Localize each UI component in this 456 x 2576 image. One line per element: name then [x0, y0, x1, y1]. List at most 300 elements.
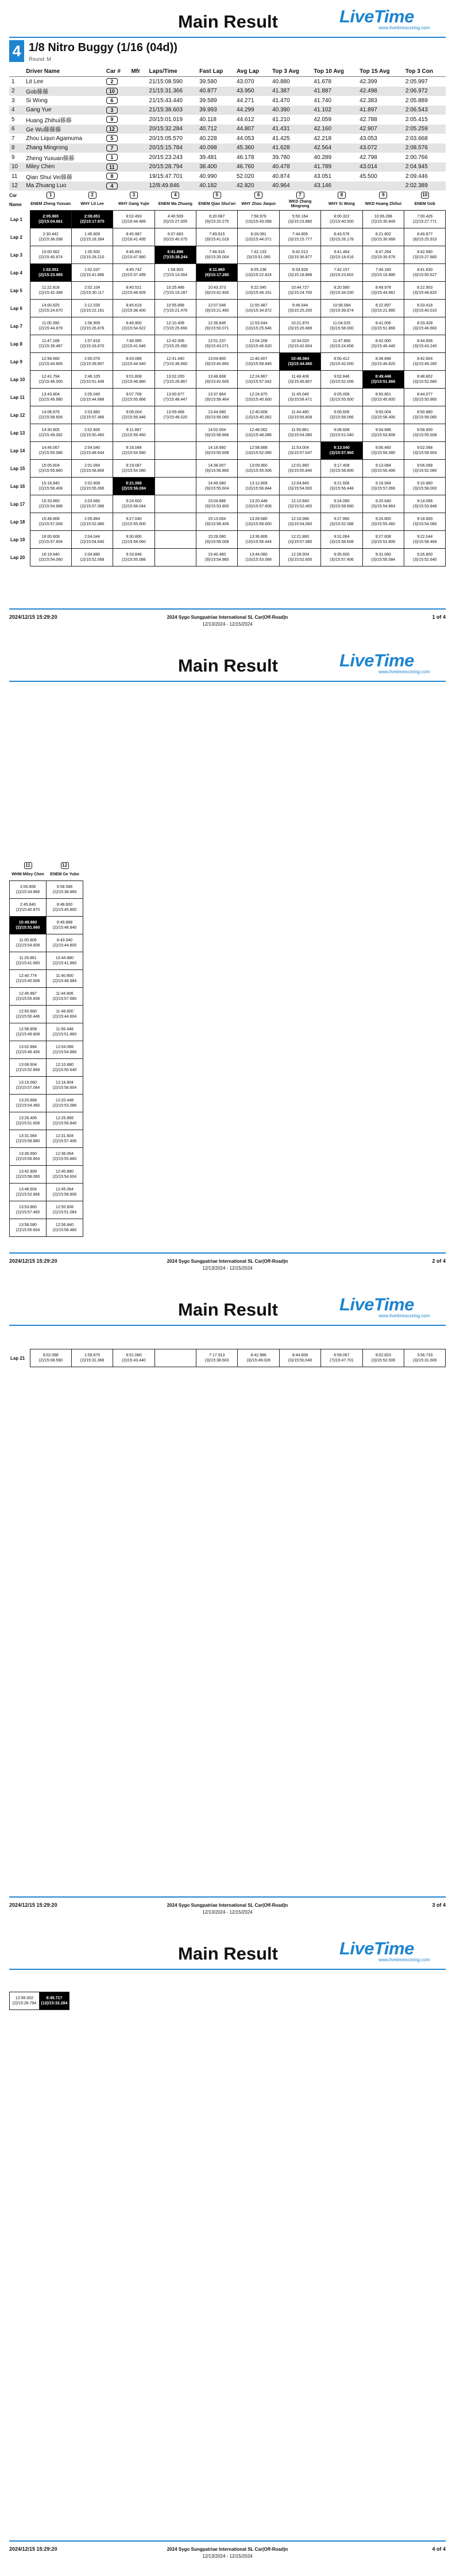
lap-time-cell	[321, 246, 362, 264]
lap-time-cell	[362, 264, 404, 282]
lap-position-total: (2)/15:59.460	[122, 433, 146, 437]
page-1	[0, 0, 456, 627]
lap-time: 13:48.604	[18, 1188, 37, 1192]
driver-car-header	[113, 192, 154, 199]
lap-time-cell	[71, 460, 113, 478]
lap-time: 11:44.806	[56, 992, 74, 996]
result-t10: 42.059	[314, 116, 332, 123]
logo-url: www.livetimescoring.com	[378, 669, 430, 674]
driver-name-header: WHY Gang Yujie	[118, 202, 150, 206]
lap-time-cell	[71, 264, 113, 282]
result-laps: 20/15:15.784	[147, 143, 198, 153]
lap-time-cell	[404, 460, 446, 478]
lap-position-total: (2)/15:51.660	[16, 926, 40, 930]
lap-position-total: (7)/15:25.666	[163, 327, 188, 331]
lap-position-total: (2)/15:44.640	[122, 362, 146, 366]
lap-grid-final	[9, 1349, 446, 1367]
result-row	[9, 77, 446, 87]
lap-time-cell	[113, 300, 154, 317]
result-avg: 44.612	[236, 116, 254, 123]
lap-position-total: (3)/15:57.066	[371, 487, 396, 491]
page-header	[0, 0, 456, 33]
lap-row	[9, 389, 446, 406]
lap-time: 12:10.880	[55, 1063, 74, 1067]
lap-time: 11:55.487	[249, 304, 268, 308]
lap-time-cell	[71, 371, 113, 389]
lap-position-total: (3)/15:50.860	[412, 398, 437, 402]
page-header	[0, 644, 456, 677]
lap-time-cell	[238, 317, 279, 335]
lap-row	[9, 264, 446, 282]
lap-time: 1:58.909	[84, 321, 101, 325]
lap-time: 2:03.860	[84, 410, 101, 414]
lap-time-cell	[362, 282, 404, 300]
lap-position-total: (2)/15:55.866	[122, 398, 146, 402]
lap-time: 2:05.965	[42, 215, 59, 219]
lap-position-total: (2)/15:58.060	[122, 540, 146, 544]
lap-position-total: (10)/15:49.161	[245, 291, 272, 295]
lap-label: Lap 11	[10, 394, 25, 400]
lap-time-cell	[321, 442, 362, 460]
lap-time-cell	[279, 495, 320, 513]
livetime-logo	[339, 8, 438, 30]
lap-position-total: (2)/15:38.400	[122, 309, 146, 313]
result-mfr	[129, 125, 146, 134]
lap-position-total: (10)/15:57.606	[245, 505, 272, 509]
lap-position-total: (2)/15:58.060	[16, 1175, 40, 1179]
lap-position-total: (2)/15:45.800	[52, 908, 77, 912]
lap-position-total: (2)/15:51.608	[16, 1122, 40, 1126]
lap-time: 13:28.680	[249, 517, 268, 521]
lap-label: Lap 20	[10, 554, 25, 560]
lap-time-cell	[196, 282, 238, 300]
col-header: Fast Lap	[197, 67, 234, 77]
lap-position-total: (3)/15:51.040	[330, 433, 354, 437]
lap-position-total: (3)/15:58.000	[412, 487, 437, 491]
lap-time: 2:05.040	[84, 393, 101, 397]
lap-time-cell	[238, 549, 279, 567]
lap-label: Lap 13	[10, 430, 25, 436]
result-car-cell	[104, 106, 129, 115]
footer-event-dates: 12/13/2024 - 12/15/2024	[202, 1910, 253, 1915]
lap-label: Lap 4	[10, 270, 22, 276]
result-position: 8	[9, 143, 24, 153]
lap-position-total: (3)/15:50.627	[412, 273, 437, 277]
lap-row	[9, 353, 446, 371]
lap-time: 11:40.407	[249, 357, 268, 361]
lap-time-cell	[154, 317, 196, 335]
lap-time-cell	[404, 424, 446, 442]
lap-row	[10, 1201, 83, 1219]
result-t15: 45.500	[360, 173, 377, 180]
lap-time: 8:46.900	[126, 321, 142, 325]
result-position: 7	[11, 135, 15, 142]
lap-time-cell	[238, 228, 279, 246]
lap-time: 2:12.035	[84, 304, 101, 308]
col-header: Laps/Time	[147, 67, 198, 77]
footer-event	[9, 2546, 446, 2560]
lap-time: 8:50.861	[375, 393, 391, 397]
car-number-badge: 8	[338, 192, 346, 199]
lap-time-cell	[362, 389, 404, 406]
lap-time-cell	[47, 1041, 83, 1059]
lap-time-cell	[10, 1201, 47, 1219]
page-3	[0, 1288, 456, 1915]
result-avg: 42.820	[234, 181, 270, 191]
lap-time-cell	[279, 460, 320, 478]
result-t3c: 2:03.668	[405, 135, 428, 142]
lap-time-cell	[196, 1349, 238, 1367]
lap-position-total: (2)/15:55.600	[122, 522, 146, 526]
lap-time: 9:08.608	[334, 428, 350, 432]
result-t3c: 2:06.972	[403, 87, 446, 96]
driver-car-header	[30, 192, 71, 199]
lap-time: 12:21.860	[291, 535, 310, 539]
lap-position-total: (2)/15:42.398	[38, 291, 63, 295]
footer-event-dates: 12/13/2024 - 12/15/2024	[202, 622, 253, 627]
lap-time-cell	[196, 335, 238, 353]
lap-time-cell	[30, 1349, 71, 1367]
driver-car-header	[154, 192, 196, 199]
lap-position-total: (9)/15:42.400	[204, 291, 229, 295]
lap-row	[10, 1095, 83, 1112]
lap-row	[9, 246, 446, 264]
page-title: Main Result	[178, 1299, 278, 1320]
lap-time: 13:00.877	[166, 393, 184, 397]
result-fast: 40.877	[197, 87, 234, 96]
result-row	[9, 115, 446, 125]
lap-time: 8:40.521	[126, 286, 142, 290]
lap-time-cell	[71, 389, 113, 406]
lap-time: 4:45.742	[126, 268, 142, 272]
lap-position-total: (2)/15:57.680	[52, 997, 77, 1001]
result-t15	[357, 181, 403, 191]
lap-time: 13:20.868	[18, 1099, 37, 1103]
lap-time: 9:16.064	[375, 482, 391, 486]
lap-time: 8:02.493	[126, 215, 142, 219]
result-fast: 39.481	[199, 154, 217, 161]
result-car-cell	[104, 143, 129, 153]
lap-time-cell	[71, 353, 113, 371]
lap-time: 15:40.460	[208, 553, 226, 557]
lap-time: 8:43.040	[56, 938, 73, 942]
lap-time: 8:11.960	[209, 268, 225, 272]
result-avg: 43.950	[234, 87, 270, 96]
result-fast: 40.712	[197, 125, 234, 134]
col-header: Avg Lap	[234, 67, 270, 77]
result-laps: 21/15:08.590	[149, 78, 183, 85]
lap-position-total: (2)/15:49.082	[38, 433, 63, 437]
lap-position-total: (3)/15:52.600	[288, 558, 312, 562]
lap-time: 10:49.860	[18, 921, 37, 925]
lap-time-cell	[362, 1349, 404, 1367]
lap-time-cell	[154, 478, 196, 495]
logo-wordmark: LiveTime	[339, 650, 414, 670]
lap-time: 13:58.080	[18, 1223, 37, 1227]
lap-time: 6:51.080	[126, 1353, 142, 1357]
result-t3c: 2:06.543	[403, 106, 446, 115]
lap-time-cell	[196, 495, 238, 513]
lap-time-cell	[10, 988, 47, 1006]
lap-time-cell	[238, 531, 279, 549]
result-mfr	[129, 87, 146, 96]
lap-position-total: (7)/15:36.660	[163, 362, 188, 366]
lap-position-total: (7)/15:25.060	[163, 344, 188, 348]
footer-page-number: 1 of 4	[432, 614, 446, 620]
result-car-cell	[104, 115, 129, 125]
lap-time-cell	[47, 1130, 83, 1148]
result-t10: 40.289	[314, 154, 332, 161]
results-table	[9, 67, 446, 191]
result-t15: 42.798	[360, 154, 377, 161]
lap-time: 11:40.800	[56, 974, 74, 978]
lap-position-total: (3)/15:51.866	[371, 327, 396, 331]
result-fast: 39.993	[197, 106, 234, 115]
lap-row	[10, 988, 83, 1006]
lap-time: 12:56.002	[15, 1996, 34, 2000]
lap-time-cell	[10, 1023, 47, 1041]
lap-label: Lap 19	[10, 537, 25, 542]
result-avg: 44.299	[234, 106, 270, 115]
lap-time-cell	[404, 389, 446, 406]
lap-time: 9:18.600	[417, 517, 433, 521]
lap-time: 8:45.987	[126, 232, 142, 236]
lap-time-cell	[238, 300, 279, 317]
result-fast: 40.182	[197, 181, 234, 191]
lap-time-cell	[154, 211, 196, 228]
lap-time: 9:24.800	[375, 517, 391, 521]
lap-position-total: (10)/15:57.042	[245, 380, 272, 384]
lap-position-total: (10)/15:40.600	[245, 398, 272, 402]
lap-time-cell	[404, 246, 446, 264]
lap-time-cell	[30, 353, 71, 371]
lap-position-total: (3)/15:31.600	[412, 1359, 437, 1363]
page-title: Main Result	[178, 11, 278, 32]
lap-position-total: (3)/15:40.010	[412, 309, 437, 313]
lap-time-cell	[279, 246, 320, 264]
lap-position-total: (9)/15:58.060	[204, 416, 229, 420]
lap-time-cell	[362, 300, 404, 317]
logo-url: www.livetimescoring.com	[378, 25, 430, 30]
result-laps: 21/15:31.366	[147, 87, 198, 96]
result-t15: 42.907	[357, 125, 403, 134]
lap-time-cell	[47, 1006, 83, 1023]
page-title: Main Result	[178, 655, 278, 676]
lap-position-total: (7)/15:48.020	[163, 416, 188, 420]
lap-position-total: (3)/15:56.808	[288, 416, 312, 420]
lap-time: 2:04.040	[84, 446, 101, 450]
lap-time-cell	[30, 300, 71, 317]
lap-time-cell	[321, 211, 362, 228]
result-driver-name: Zheng Yuxuan藤藤	[26, 155, 75, 162]
lap-time: 1:59.875	[84, 1353, 101, 1357]
lap-position-total: (2)/16:44.489	[122, 220, 146, 224]
lap-time: 10:56.084	[333, 304, 351, 308]
lap-position-total: (10)/15:48.086	[245, 433, 272, 437]
lap-position-total: (3)/15:55.460	[371, 522, 396, 526]
lap-time-cell	[10, 881, 47, 899]
lap-time: 12:40.774	[18, 974, 37, 978]
lap-time: 14:46.067	[41, 446, 60, 450]
result-t10: 41.789	[311, 162, 357, 172]
lap-time: 9:22.044	[417, 535, 433, 539]
lap-position-total: (7)/15:19.287	[163, 291, 188, 295]
lap-time-cell	[404, 335, 446, 353]
lap-row	[9, 228, 446, 246]
driver-car-header	[362, 192, 404, 199]
lap-time: 2:00.076	[84, 357, 101, 361]
result-t10: 42.564	[311, 143, 357, 153]
lap-position-total: (2)/15:56.460	[52, 1228, 77, 1232]
lap-position-total: (9)/15:56.008	[204, 540, 229, 544]
lap-time: 8:50.880	[417, 410, 433, 414]
lap-position-total: (2)/15:55.088	[122, 558, 146, 562]
lap-time-cell	[238, 371, 279, 389]
lap-grid-car-row	[9, 192, 446, 199]
lap-time: 1:02.037	[84, 268, 101, 272]
lap-time-cell	[321, 353, 362, 371]
lap-time-cell	[47, 970, 83, 988]
lap-time: 2:45.840	[20, 903, 36, 907]
result-fast: 39.580	[199, 78, 217, 85]
lap-position-total: (2)/15:57.460	[16, 1211, 40, 1215]
result-car-cell	[104, 125, 129, 134]
lap-position-total: (3)/15:36.877	[288, 255, 312, 259]
lap-time-cell	[362, 424, 404, 442]
lap-time: 13:09.860	[249, 464, 268, 468]
lap-position-total: (10)/15:53.068	[245, 558, 272, 562]
lap-time-cell	[238, 389, 279, 406]
logo-url: www.livetimescoring.com	[378, 1313, 430, 1318]
lap-position-total: (3)/15:52.680	[412, 380, 437, 384]
lap-time: 12:28.004	[291, 553, 310, 557]
lap-time-cell	[30, 513, 71, 531]
lap-time-cell	[154, 460, 196, 478]
footer-page-number: 4 of 4	[432, 2546, 446, 2552]
lap-position-total: (2)/15:24.670	[38, 309, 63, 313]
lap-time-cell	[113, 246, 154, 264]
result-driver-name: Huang Zhihui藤藤	[26, 117, 72, 124]
lap-time: 12:36.064	[55, 1152, 74, 1156]
lap-time: 8:46.891	[126, 250, 142, 254]
lap-row	[9, 424, 446, 442]
lap-time-cell	[71, 335, 113, 353]
result-t3c: 2:02.389	[403, 181, 446, 191]
lap-time: 8:00.322	[334, 215, 350, 219]
lap-position-total: (2)/15:52.866	[16, 1193, 40, 1197]
lap-position-total: (10)/15:56.444	[245, 540, 272, 544]
lap-time-cell	[47, 934, 83, 952]
lap-time: 12:41.794	[41, 375, 60, 379]
lap-label: Lap 6	[10, 305, 22, 311]
result-fast: 40.228	[199, 135, 217, 142]
lap-position-total: (2)/15:52.068	[80, 558, 105, 562]
lap-time: 12:58.888	[249, 446, 268, 450]
lap-time: 8:42.986	[250, 1353, 266, 1357]
result-position: 9	[11, 154, 15, 161]
lap-time: 13:43.804	[41, 393, 60, 397]
lap-time-cell	[321, 460, 362, 478]
lap-time-cell	[71, 478, 113, 495]
result-car-cell	[104, 153, 129, 162]
lap-position-total: (3)/15:55.084	[371, 558, 396, 562]
lap-time-cell	[404, 531, 446, 549]
lap-position-total: (2)/15:54.840	[80, 540, 105, 544]
lap-position-total: (3)/15:57.406	[330, 558, 354, 562]
lap-time: 1:35.500	[84, 250, 101, 254]
result-row	[9, 162, 446, 172]
lap-time-cell	[113, 228, 154, 246]
lap-position-total: (2)/15:30.849	[371, 220, 396, 224]
lap-time-cell	[196, 353, 238, 371]
lap-position-total: (2)/15:55.066	[80, 487, 105, 491]
lap-time-cell	[279, 264, 320, 282]
lap-time: 1:57.818	[84, 339, 101, 343]
result-t15: 42.788	[360, 116, 377, 123]
result-driver-name: Si Wong	[26, 97, 48, 104]
result-t15: 43.072	[357, 143, 403, 153]
lap-time-cell	[196, 389, 238, 406]
driver-car-header	[404, 192, 446, 199]
logo-wordmark: LiveTime	[339, 1294, 414, 1314]
lap-time-cell	[321, 424, 362, 442]
lap-time: 13:44.080	[208, 410, 226, 414]
lap-time: 12:36.845	[208, 321, 226, 325]
lap-time: 8:42.000	[375, 339, 391, 343]
lap-time: 7:44.806	[292, 232, 308, 236]
lap-position-total: (6)/15:40.075	[163, 238, 188, 242]
result-t3c: 2:00.766	[405, 154, 428, 161]
lap-position-total: (3)/15:56.448	[330, 487, 354, 491]
lap-time-cell	[279, 282, 320, 300]
lap-time: 10:00.562	[41, 250, 60, 254]
lap-time-cell	[113, 531, 154, 549]
lap-time: 12:40.608	[249, 410, 268, 414]
lap-time: 9:35.600	[334, 553, 350, 557]
lap-time: 10:25.486	[166, 286, 184, 290]
lap-time-cell	[196, 531, 238, 549]
lap-position-total: (2)/15:54.622	[122, 327, 146, 331]
driver-name-header: ENEM Ma Zhuang	[158, 202, 192, 206]
lap-time-cell	[279, 228, 320, 246]
lap-position-total: (3)/15:42.604	[288, 344, 312, 348]
lap-time: 12:16.804	[55, 1081, 74, 1085]
lap-time: 12:04.066	[55, 1045, 74, 1049]
lap-position-total: (10)/15:25.646	[245, 327, 272, 331]
lap-position-total: (9)/15:40.860	[204, 362, 229, 366]
lap-time-cell	[362, 353, 404, 371]
car-number-badge: 6	[254, 192, 262, 199]
lap-position-total: (3)/15:39.874	[330, 309, 354, 313]
lap-position-total: (2)/15:31.366	[80, 1359, 105, 1363]
lap-time: 15:04.886	[208, 499, 226, 503]
lap-time-cell	[154, 335, 196, 353]
car-number-badge: 12	[106, 126, 118, 133]
lap-grid-name-row	[9, 199, 446, 211]
lap-time: 9:46.044	[292, 304, 308, 308]
footer-page-number: 2 of 4	[432, 1258, 446, 1264]
lap-position-total: (10)/15:58.600	[245, 522, 272, 526]
lap-time-cell	[40, 1992, 69, 2010]
result-car-cell	[104, 181, 129, 191]
result-mfr	[129, 153, 146, 162]
result-mfr	[129, 106, 146, 115]
lap-time: 9:19.087	[126, 464, 142, 468]
lap-position-total: (3)/15:23.880	[288, 220, 312, 224]
lap-time-cell	[238, 424, 279, 442]
lap-position-total: (2)/15:40.608	[16, 979, 40, 983]
lap-time-cell	[404, 264, 446, 282]
